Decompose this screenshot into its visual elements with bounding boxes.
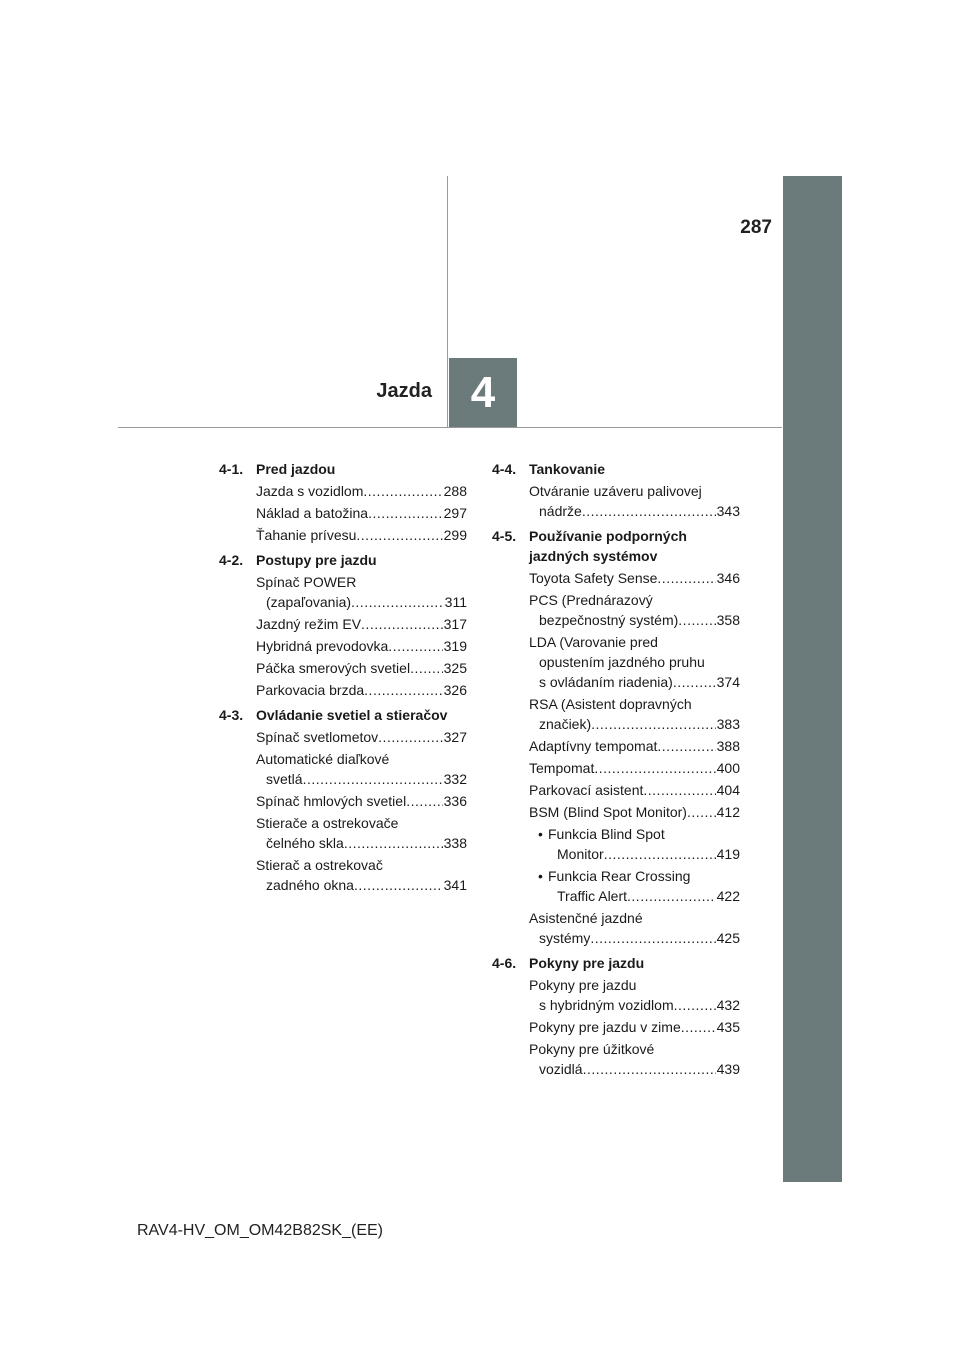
leader-dots [657,568,715,588]
leader-dots [368,503,443,523]
toc-entry[interactable] [219,749,467,789]
toc-entry[interactable] [219,525,467,545]
entry-text: bezpečnostný systém) [539,612,679,628]
entry-page: 319 [443,638,467,654]
toc-right-column [492,459,740,1079]
entry-text: Stierače a ostrekovače [256,815,399,831]
toc-entry[interactable] [219,727,467,747]
entry-page: 404 [716,782,740,798]
section-heading [492,953,740,973]
entry-text: Náklad a batožina [256,505,369,521]
section-number: 4-2. [219,552,244,568]
leader-dots [657,736,715,756]
entry-line-continued [256,769,467,789]
entry-text: Spínač svetlometov [256,729,379,745]
entry-page: 327 [443,729,467,745]
toc-entry[interactable] [492,481,740,521]
entry-line-continued [529,652,740,672]
entry-line [529,975,740,995]
entry-page: 383 [716,716,740,732]
leader-dots [361,614,443,634]
entry-text: Parkovací asistent [529,782,644,798]
entry-page: 343 [716,503,740,519]
bullet-mark: • [538,826,543,842]
entry-text: Jazdný režim EV [256,616,362,632]
leader-dots [303,769,443,789]
leader-dots [643,780,715,800]
entry-line [529,481,740,501]
toc-entry[interactable] [219,855,467,895]
toc-entry[interactable] [219,503,467,523]
entry-text: Traffic Alert [557,888,628,904]
leader-dots [356,525,442,545]
entry-line [529,758,740,778]
leader-dots [410,658,443,678]
entry-page: 336 [443,793,467,809]
entry-line-continued [538,886,740,906]
entry-text: PCS (Prednárazový [529,592,653,608]
entry-page: 346 [716,570,740,586]
entry-page: 341 [443,877,467,893]
entry-line [256,855,467,875]
entry-text: Páčka smerových svetiel [256,660,411,676]
section-number: 4-5. [492,528,517,544]
leader-dots [388,636,442,656]
horizontal-divider [118,427,782,428]
entry-line [529,780,740,800]
entry-line [529,568,740,588]
leader-dots [364,680,442,700]
leader-dots [344,833,443,853]
entry-text: Tempomat [529,760,595,776]
entry-line [256,614,467,634]
entry-line-continued [256,875,467,895]
leader-dots [673,672,716,692]
toc-left-column [219,459,467,895]
leader-dots [590,928,715,948]
entry-text: Adaptívny tempomat [529,738,658,754]
leader-dots [594,758,715,778]
section-heading [219,705,467,725]
chapter-title: Jazda [376,380,432,402]
entry-text: značiek) [539,716,592,732]
entry-line [529,908,740,928]
toc-entry[interactable] [219,813,467,853]
entry-text: Otváranie uzáveru palivovej [529,483,702,499]
entry-line [538,824,740,844]
toc-entry[interactable] [219,636,467,656]
section-title: Ovládanie svetiel a stieračov [256,707,448,723]
toc-entry[interactable] [219,572,467,612]
entry-line [529,590,740,610]
entry-line [256,503,467,523]
entry-text: Pokyny pre jazdu v zime [529,1019,681,1035]
entry-line-continued [529,928,740,948]
leader-dots [363,481,442,501]
toc-entry[interactable] [492,1017,740,1037]
entry-text: LDA (Varovanie pred [529,634,658,650]
entry-line-continued [529,610,740,630]
leader-dots [678,610,715,630]
entry-line-continued [256,592,467,612]
entry-page: 325 [443,660,467,676]
leader-dots [687,802,716,822]
toc-entry[interactable] [492,736,740,756]
entry-line-continued [529,714,740,734]
entry-text: Spínač hmlových svetiel [256,793,407,809]
entry-line [256,749,467,769]
entry-page: 400 [716,760,740,776]
section-number: 4-1. [219,461,244,477]
toc-entry[interactable] [492,824,740,864]
entry-text: Automatické diaľkové [256,751,390,767]
leader-dots [604,844,716,864]
entry-line [256,572,467,592]
entry-line [529,1017,740,1037]
section-number: 4-4. [492,461,517,477]
entry-text: RSA (Asistent dopravných [529,696,692,712]
entry-page: 439 [716,1061,740,1077]
entry-page: 432 [716,997,740,1013]
entry-text: vozidlá [539,1061,583,1077]
toc-entry[interactable] [492,758,740,778]
entry-page: 332 [443,771,467,787]
toc-entry[interactable] [492,780,740,800]
document-footer: RAV4-HV_OM_OM42B82SK_(EE) [136,1222,383,1239]
entry-line [538,866,740,886]
entry-line [256,636,467,656]
entry-line [256,525,467,545]
leader-dots [674,995,716,1015]
toc-entry[interactable] [492,802,740,822]
toc-entry[interactable] [492,1039,740,1079]
entry-line-continued [529,501,740,521]
leader-dots [354,875,443,895]
toc-entry[interactable] [492,908,740,948]
entry-text: Monitor [557,846,604,862]
entry-line [256,813,467,833]
page-number: 287 [740,217,772,238]
entry-text: svetlá [266,771,303,787]
leader-dots [582,501,716,521]
entry-page: 311 [444,594,467,610]
section-number: 4-6. [492,955,517,971]
leader-dots [627,886,716,906]
entry-text: Ťahanie prívesu [256,527,357,543]
entry-text: systémy [539,930,591,946]
toc-entry[interactable] [219,614,467,634]
toc-entry[interactable] [219,481,467,501]
section-title: Postupy pre jazdu [256,552,377,568]
chapter-number-box: 4 [449,358,517,427]
entry-text: Jazda s vozidlom [256,483,364,499]
entry-text: Pokyny pre jazdu [529,977,637,993]
entry-page: 338 [443,835,467,851]
leader-dots [681,1017,716,1037]
entry-text: Pokyny pre úžitkové [529,1041,655,1057]
section-heading [492,459,740,479]
entry-page: 299 [443,527,467,543]
entry-page: 317 [443,616,467,632]
vertical-divider [447,176,448,427]
bullet-mark: • [538,868,543,884]
entry-line-continued [529,995,740,1015]
entry-text: Stierač a ostrekovač [256,857,383,873]
leader-dots [406,791,442,811]
entry-line [256,727,467,747]
leader-dots [378,727,442,747]
entry-page: 326 [443,682,467,698]
entry-text: (zapaľovania) [266,594,352,610]
entry-line [256,658,467,678]
leader-dots [591,714,716,734]
section-title-line2: jazdných systémov [529,548,658,564]
section-heading [219,550,467,570]
toc-entry[interactable] [219,658,467,678]
leader-dots [583,1059,716,1079]
chapter-side-tab [783,176,842,1182]
entry-text: nádrže [539,503,582,519]
entry-text: Asistenčné jazdné [529,910,643,926]
bullet-entry [529,866,740,906]
entry-line-continued [529,1059,740,1079]
entry-text: s ovládaním riadenia) [539,674,673,690]
entry-line [529,736,740,756]
entry-text: opustením jazdného pruhu [539,654,705,670]
section-title: Používanie podporných [529,528,687,544]
entry-text: čelného skla [266,835,344,851]
entry-page: 422 [716,888,740,904]
toc-entry[interactable] [492,975,740,1015]
entry-page: 358 [716,612,740,628]
entry-text: Funkcia Rear Crossing [548,868,691,884]
entry-text: zadného okna [266,877,354,893]
entry-text: Toyota Safety Sense [529,570,658,586]
toc-entry[interactable] [219,791,467,811]
entry-page: 288 [443,483,467,499]
bullet-entry [529,824,740,864]
entry-page: 388 [716,738,740,754]
entry-line [256,481,467,501]
toc-entry[interactable] [492,568,740,588]
section-number: 4-3. [219,707,244,723]
toc-entry[interactable] [492,694,740,734]
section-title: Tankovanie [529,461,605,477]
entry-page: 297 [443,505,467,521]
entry-line [529,632,740,652]
entry-line-continued [538,844,740,864]
entry-line-continued [256,833,467,853]
entry-page: 425 [716,930,740,946]
entry-line [529,802,740,822]
entry-text: Funkcia Blind Spot [548,826,665,842]
toc-entry[interactable] [492,632,740,692]
entry-line [256,791,467,811]
entry-text: Spínač POWER [256,574,357,590]
entry-line [529,694,740,714]
leader-dots [351,592,444,612]
toc-entry[interactable] [492,866,740,906]
entry-text: Hybridná prevodovka [256,638,389,654]
entry-page: 435 [716,1019,740,1035]
section-title: Pred jazdou [256,461,336,477]
entry-text: Parkovacia brzda [256,682,365,698]
toc-entry[interactable] [219,680,467,700]
toc-entry[interactable] [492,590,740,630]
entry-page: 419 [716,846,740,862]
entry-line [256,680,467,700]
entry-text: s hybridným vozidlom [539,997,674,1013]
entry-text: BSM (Blind Spot Monitor) [529,804,687,820]
entry-line-continued [529,672,740,692]
section-heading [219,459,467,479]
entry-line [529,1039,740,1059]
section-title: Pokyny pre jazdu [529,955,645,971]
section-heading [492,526,740,566]
entry-page: 412 [716,804,740,820]
entry-page: 374 [716,674,740,690]
